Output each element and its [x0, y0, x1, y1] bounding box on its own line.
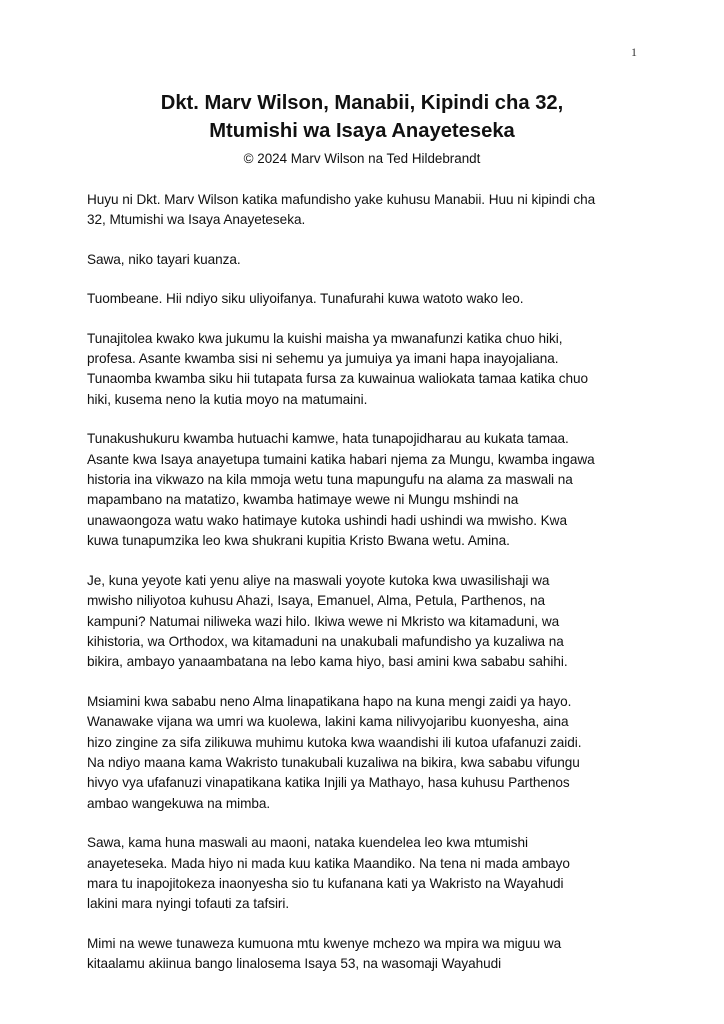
paragraph-line: Tunaomba kwamba siku hii tutapata fursa za kuwainua waliokata tamaa katika chuo — [87, 371, 589, 387]
paragraph-line: hizo zingine za sifa zilikuwa muhimu kutoka kwa waandishi ili kutoa ufafanuzi zaidi. — [87, 734, 582, 750]
paragraph — [87, 329, 647, 411]
paragraph-line: Tunajitolea kwako kwa jukumu la kuishi maisha ya mwanafunzi katika chuo hiki, — [87, 330, 563, 346]
paragraph-line: Tuombeane. Hii ndiyo siku uliyoifanya. Tunafurahi kuwa watoto wako leo. — [87, 291, 524, 307]
paragraph-line: kampuni? Natumai niliweka wazi hilo. Ikiwa wewe ni Mkristo wa kitamaduni, wa — [87, 613, 560, 629]
paragraph — [87, 833, 647, 915]
paragraph-line: Tunakushukuru kwamba hutuachi kamwe, hata tunapojidharau au kukata tamaa. — [87, 431, 569, 447]
title-line-2: Mtumishi wa Isaya Anayeteseka — [209, 120, 515, 142]
document-title — [60, 89, 664, 145]
paragraph-line: Wanawake vijana wa umri wa kuolewa, lakini kama nilivyojaribu kuonyesha, aina — [87, 714, 569, 730]
paragraph — [87, 289, 647, 309]
paragraph-line: Na ndiyo maana kama Wakristo tunakubali kuzaliwa na bikira, kwa sababu vifungu — [87, 754, 580, 770]
paragraph — [87, 250, 647, 270]
paragraph — [87, 571, 647, 673]
paragraph-line: Msiamini kwa sababu neno Alma linapatikana hapo na kuna mengi zaidi ya hayo. — [87, 693, 572, 709]
title-line-1: Dkt. Marv Wilson, Manabii, Kipindi cha 32, — [160, 92, 564, 114]
paragraph-line: Sawa, niko tayari kuanza. — [87, 251, 241, 267]
paragraph-line: Huyu ni Dkt. Marv Wilson katika mafundisho yake kuhusu Manabii. Huu ni kipindi cha — [87, 192, 596, 207]
paragraph-line: hivyo vya ufafanuzi vinapatikana katika Injili ya Mathayo, hasa kuhusu Parthenos — [87, 775, 570, 791]
paragraph-line: anayeteseka. Mada hiyo ni mada kuu katika Maandiko. Na tena ni mada ambayo — [87, 855, 570, 871]
paragraph-line: kihistoria, wa Orthodox, wa kitamaduni na unakubali mafundisho ya kuzaliwa na — [87, 633, 564, 649]
document-body — [87, 190, 647, 994]
paragraph-line: ambao wangekuwa na mimba. — [87, 795, 271, 811]
paragraph-line: Asante kwa Isaya anayetupa tumaini katika habari njema za Mungu, kwamba ingawa — [87, 451, 595, 467]
paragraph-line: Mimi na wewe tunaweza kumuona mtu kwenye mchezo wa mpira wa miguu wa — [87, 935, 562, 951]
paragraph-line: unawaongoza watu wako hatimaye kutoka ushindi hadi ushindi wa mwisho. Kwa — [87, 512, 567, 528]
paragraph — [87, 429, 647, 551]
paragraph — [87, 692, 647, 814]
copyright-notice: © 2024 Marv Wilson na Ted Hildebrandt — [243, 151, 481, 166]
paragraph-line: Sawa, kama huna maswali au maoni, nataka kuendelea leo kwa mtumishi — [87, 835, 528, 851]
paragraph-line: historia ina vikwazo na kila mmoja wetu tuna mapungufu na alama za maswali na — [87, 472, 573, 488]
page-number: 1 — [631, 45, 637, 59]
paragraph — [87, 934, 647, 975]
paragraph-line: lakini mara nyingi tofauti za tafsiri. — [87, 896, 290, 912]
paragraph-line: mara tu inapojitokeza inaonyesha sio tu kufanana kati ya Wakristo na Wayahudi — [87, 875, 564, 891]
paragraph — [87, 190, 647, 231]
paragraph-line: mwisho niliyotoa kuhusu Ahazi, Isaya, Emanuel, Alma, Petula, Parthenos, na — [87, 593, 545, 609]
paragraph-line: kuwa tunapumzika leo kwa shukrani kupitia Kristo Bwana wetu. Amina. — [87, 533, 510, 549]
paragraph-line: Je, kuna yeyote kati yenu aliye na maswali yoyote kutoka kwa uwasilishaji wa — [87, 572, 550, 588]
paragraph-line: 32, Mtumishi wa Isaya Anayeteseka. — [87, 212, 306, 228]
paragraph-line: bikira, ambayo yanaambatana na lebo kama hiyo, basi amini kwa sababu sahihi. — [87, 654, 568, 670]
paragraph-line: profesa. Asante kwamba sisi ni sehemu ya jumuiya ya imani hapa inayojaliana. — [87, 351, 559, 367]
paragraph-line: mapambano na matatizo, kwamba hatimaye wewe ni Mungu mshindi na — [87, 492, 519, 508]
paragraph-line: kitaalamu akiinua bango linalosema Isaya 53, na wasomaji Wayahudi — [87, 956, 502, 972]
paragraph-line: hiki, kusema neno la kutia moyo na matumaini. — [87, 391, 368, 407]
